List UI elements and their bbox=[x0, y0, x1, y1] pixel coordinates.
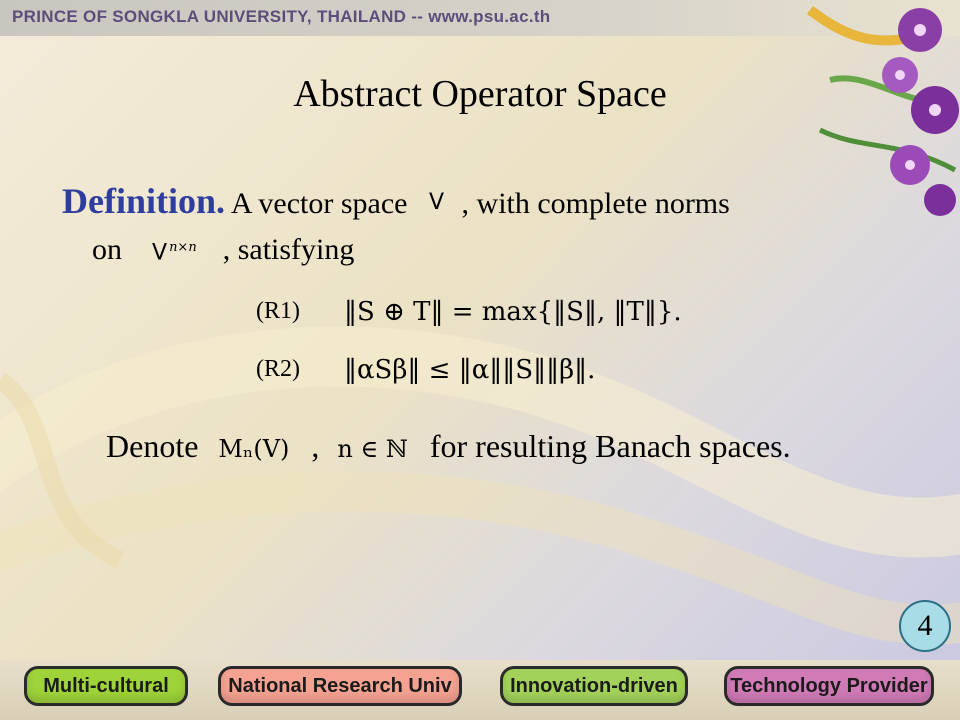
denote-word: Denote bbox=[106, 428, 199, 464]
slide-title: Abstract Operator Space bbox=[293, 73, 667, 115]
denote-line bbox=[106, 428, 791, 465]
footer-pill-innovation: Innovation-driven bbox=[500, 666, 688, 706]
definition-text-satisfying: , satisfying bbox=[222, 233, 355, 266]
denote-separator: , bbox=[311, 428, 320, 464]
definition-label: Definition. bbox=[62, 181, 226, 221]
condition-r2-label: (R2) bbox=[256, 356, 300, 382]
definition-text-b: , with complete norms bbox=[461, 187, 730, 220]
page-number-badge: 4 bbox=[899, 600, 951, 652]
power-base: V bbox=[152, 240, 168, 265]
flower-decoration-graphic bbox=[790, 0, 960, 240]
footer-pill-technology: Technology Provider bbox=[724, 666, 934, 706]
denote-space-symbol: Mₙ(V) bbox=[218, 435, 290, 463]
footer-pill-national-research: National Research Univ bbox=[218, 666, 462, 706]
definition-text-a: A vector space bbox=[230, 187, 408, 220]
vector-space-symbol: V bbox=[428, 190, 445, 215]
power-exponent: n×n bbox=[169, 239, 197, 255]
denote-rest-text: for resulting Banach spaces. bbox=[429, 428, 791, 464]
condition-r1-label: (R1) bbox=[256, 298, 300, 324]
condition-r1-formula: ‖S ⊕ T‖ = max{‖S‖, ‖T‖}. bbox=[344, 297, 682, 327]
definition-line-2 bbox=[92, 233, 354, 267]
definition-text-on: on bbox=[92, 233, 122, 266]
footer-pill-multicultural: Multi-cultural bbox=[24, 666, 188, 706]
denote-n-in-naturals: n ∈ ℕ bbox=[337, 435, 408, 463]
definition-line-1 bbox=[62, 180, 730, 222]
condition-r2-formula: ‖αSβ‖ ≤ ‖α‖‖S‖‖β‖. bbox=[344, 355, 596, 385]
matrix-space-symbol bbox=[152, 240, 197, 265]
university-banner-text: PRINCE OF SONGKLA UNIVERSITY, THAILAND -- www.psu.ac.th bbox=[12, 7, 551, 26]
